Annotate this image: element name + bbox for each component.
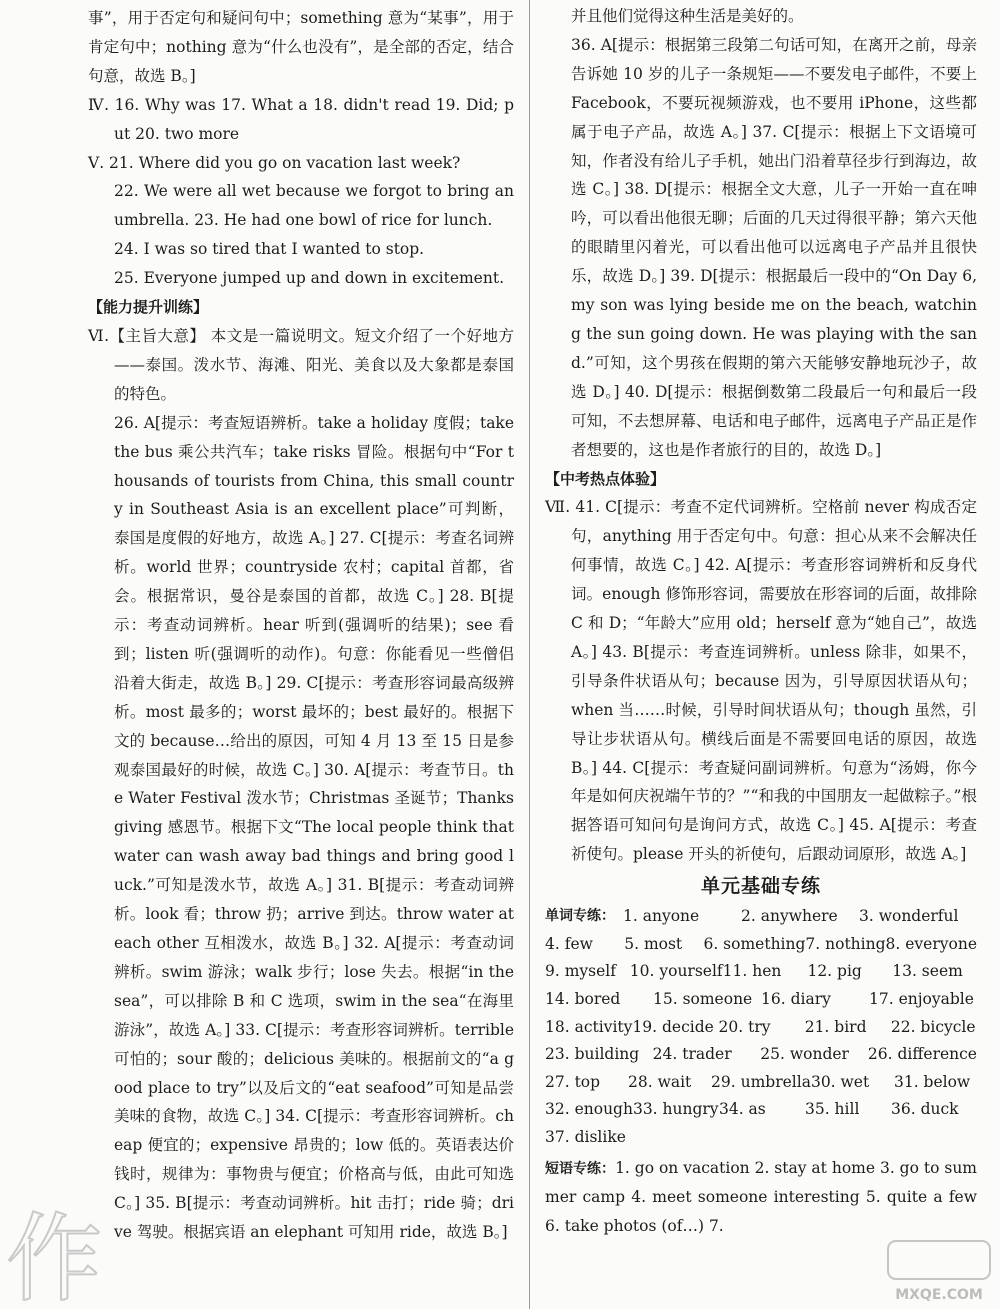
vocab-item: 6. something — [703, 934, 806, 953]
column-divider — [529, 0, 530, 1309]
answer-paragraph-15-tail: 事”，用于否定句和疑问句中；something 意为“某事”，用于肯定句中；nothing 意为“什么也没有”，是全部的否定，结合句意，故选 B。] — [88, 9, 514, 85]
logo-frame — [888, 1241, 990, 1279]
vocab-item: 19. decide — [632, 1017, 714, 1036]
vocab-item: 16. diary — [761, 989, 831, 1008]
vocab-item: 17. enjoyable — [869, 989, 974, 1008]
vocab-row — [545, 1124, 977, 1152]
section-vi-answers: 26. A[提示：考查短语辨析。take a holiday 度假；take the bus 乘公共汽车；take risks 冒险。根据句中“For thousands of tourists from China, this small country in Southeast Asia is an excellent place”可判断，泰国是度假的好地方，故选 A。] 27. C[提示：考查名词辨析。world 世界；countryside 农村；capital 首都，省会。根据常识，曼谷是泰国的首都，故选 C。] 28. B[提示：考查动词辨析。hear 听到(强调听的结果)；see 看到；listen 听(强调听的动作)。句意：你能看见一些僧侣沿着大街走，故选 B。] 29. C[提示：考查形容词最高级辨析。most 最多的；worst 最坏的；best 最好的。根据下文的 because…给出的原因，可知 4 月 13 至 15 日是参观泰国最好的时候，故选 C。] 30. A[提示：考查节日。the Water Festival 泼水节；Christmas 圣诞节；Thanksgiving 感恩节。根据下文“The local people think that water can wash away bad things and bring good luck.”可知是泼水节，故选 A。] 31. B[提示：考查动词辨析。look 看；throw 扔；arrive 到达。throw water at each other 互相泼水，故选 B。] 32. A[提示：考查动词辨析。swim 游泳；walk 步行；lose 失去。根据“in the sea”，可以排除 B 和 C 选项，swim in the sea“在海里游泳”，故选 A。] 33. C[提示：考查形容词辨析。terrible 可怕的；sour 酸的；delicious 美味的。根据前文的“a good place to try”以及后文的“eat seafood”可知是品尝美味的食物，故选 C。] 34. C[提示：考查形容词辨析。cheap 便宜的；expensive 昂贵的；low 低的。英语表达价钱时，规律为：事物贵与便宜；价格高与低，由此可知选 C。] 35. B[提示：考查动词辨析。hit 击打；ride 骑；drive 驾驶。根据宾语 an elephant 可知用 ride，故选 B。] — [114, 413, 514, 1242]
vocab-item: 4. few — [545, 934, 593, 953]
section-v-item-21: Ⅴ. 21. Where did you go on vacation last week? — [88, 153, 461, 172]
vocab-row — [545, 903, 977, 931]
vocab-row — [545, 1069, 977, 1097]
vocab-lead-label: 单词专练： — [545, 908, 615, 925]
section-vi-main-idea: Ⅵ.【主旨大意】 本文是一篇说明文。短文介绍了一个好地方——泰国。泼水节、海滩、阳光、美食以及大象都是泰国的特色。 — [88, 326, 514, 403]
vocab-item: 18. activity — [545, 1017, 633, 1036]
left-column — [88, 0, 514, 1247]
site-logo — [884, 1235, 994, 1305]
vocab-item: 35. hill — [804, 1100, 860, 1119]
vocab-practice-block — [545, 903, 977, 1151]
vocab-item: 37. dislike — [545, 1127, 626, 1146]
vocab-item: 36. duck — [891, 1100, 959, 1119]
section-heading-ability: 【能力提升训练】 — [88, 298, 209, 317]
vocab-item: 2. anywhere — [741, 907, 838, 926]
section-v-items-22-23: 22. We were all wet because we forgot to bring an umbrella. 23. He had one bowl of rice for lunch. — [114, 182, 514, 230]
vocab-row — [545, 986, 977, 1014]
vocab-item: 23. building — [545, 1045, 640, 1064]
vocab-item: 3. wonderful — [859, 907, 959, 926]
vocab-item: 24. trader — [652, 1045, 732, 1064]
vocab-item: 1. anyone — [623, 907, 700, 926]
section-v-item-24: 24. I was so tired that I wanted to stop. — [114, 240, 425, 259]
vocab-item: 21. bird — [804, 1017, 867, 1036]
vocab-item: 25. wonder — [760, 1045, 849, 1064]
vocab-item: 13. seem — [892, 962, 963, 981]
vocab-row — [545, 958, 977, 986]
vocab-item: 34. as — [718, 1100, 766, 1119]
vocab-item: 10. yourself — [629, 962, 723, 981]
vocab-item: 31. below — [893, 1072, 971, 1091]
logo-text: MXQE.COM — [895, 1287, 983, 1303]
vocab-item: 33. hungry — [632, 1100, 719, 1119]
answers-36-40: 36. A[提示：根据第三段第二句话可知，在离开之前，母亲告诉她 10 岁的儿子一条规矩——不要发电子邮件，不要上 Facebook，不要玩视频游戏，也不要用 iPhone，这些都属于电子产品，故选 A。] 37. C[提示：根据上下文语境可知，作者没有给儿子手机，她出门沿着草径步行到海边，故选 C。] 38. D[提示：根据全文大意，儿子一开始一直在呻吟，可以看出他很无聊；后面的几天过得很平静；第六天他的眼睛里闪着光，可以看出他可以远离电子产品并且很快乐，故选 D。] 39. D[提示：根据最后一段中的“On Day 6, my son was lying beside me on the beach, watching the sun going down. He was playing with the sand.”可知，这个男孩在假期的第六天能够安静地玩沙子，故选 D。] 40. D[提示：根据倒数第二段最后一句和最后一段可知，不去想屏幕、电话和电子邮件，远离电子产品正是作者想要的，这也是作者旅行的目的，故选 D。] — [571, 35, 977, 459]
section-heading-hot-topics: 【中考热点体验】 — [545, 469, 666, 488]
vocab-item: 9. myself — [545, 962, 616, 981]
vocab-item: 22. bicycle — [890, 1017, 976, 1036]
watermark-text: 作 — [6, 1203, 102, 1309]
vocab-item: 29. umbrella — [711, 1072, 811, 1091]
vocab-item: 20. try — [718, 1017, 771, 1036]
vocab-item: 32. enough — [545, 1100, 633, 1119]
vocab-item: 11. hen — [722, 962, 782, 981]
watermark-glyph — [0, 1200, 110, 1309]
right-column — [545, 0, 977, 1241]
vocab-item: 28. wait — [628, 1072, 692, 1091]
vocab-item: 8. everyone — [885, 934, 978, 953]
vocab-item: 27. top — [545, 1072, 601, 1091]
section-vii-answers: Ⅶ. 41. C[提示：考查不定代词辨析。空格前 never 构成否定句，anything 用于否定句中。句意：担心从来不会解决任何事情，故选 C。] 42. A[提示：考查形容词辨析和反身代词。enough 修饰形容词，需要放在形容词的后面，故排除 C 和 D；“年龄大”应用 old；herself 意为“她自己”，故选 A。] 43. B[提示：考查连词辨析。unless 除非，如果不，引导条件状语从句；because 因为，引导原因状语从句；when 当……时候，引导时间状语从句；though 虽然，引导让步状语从句。横线后面是不需要回电话的原因，故选 B。] 44. C[提示：考查疑问副词辨析。句意为“汤姆，你今年是如何庆祝端午节的？”“和我的中国朋友一起做粽子。”根据答语可知问句是询问方式，故选 C。] 45. A[提示：考查祈使句。please 开头的祈使句，后跟动词原形，故选 A。] — [545, 498, 977, 864]
answer-paragraph-35-tail: 并且他们觉得这种生活是美好的。 — [571, 7, 804, 25]
phrase-practice-line — [545, 1154, 977, 1242]
vocab-row — [545, 1041, 977, 1069]
phrase-practice-items: 1. go on vacation 2. stay at home 3. go to summer camp 4. meet someone interesting 5. quite a few 6. take photos (of…) 7. — [545, 1158, 978, 1236]
phrase-lead-label: 短语专练： — [545, 1160, 616, 1177]
vocab-item: 7. nothing — [805, 934, 886, 953]
vocab-item: 30. wet — [810, 1072, 870, 1091]
vocab-item: 15. someone — [653, 989, 753, 1008]
vocab-item: 5. most — [624, 934, 683, 953]
vocab-item: 12. pig — [807, 962, 862, 981]
section-v-item-25: 25. Everyone jumped up and down in excitement. — [114, 269, 504, 288]
vocab-item: 14. bored — [545, 989, 621, 1008]
vocab-row — [545, 1096, 977, 1124]
vocab-row — [545, 931, 977, 959]
unit-practice-title: 单元基础专练 — [700, 875, 821, 898]
vocab-row — [545, 1014, 977, 1042]
section-iv-answers: Ⅳ. 16. Why was 17. What a 18. didn't read 19. Did; put 20. two more — [88, 95, 514, 143]
vocab-item: 26. difference — [867, 1045, 977, 1064]
